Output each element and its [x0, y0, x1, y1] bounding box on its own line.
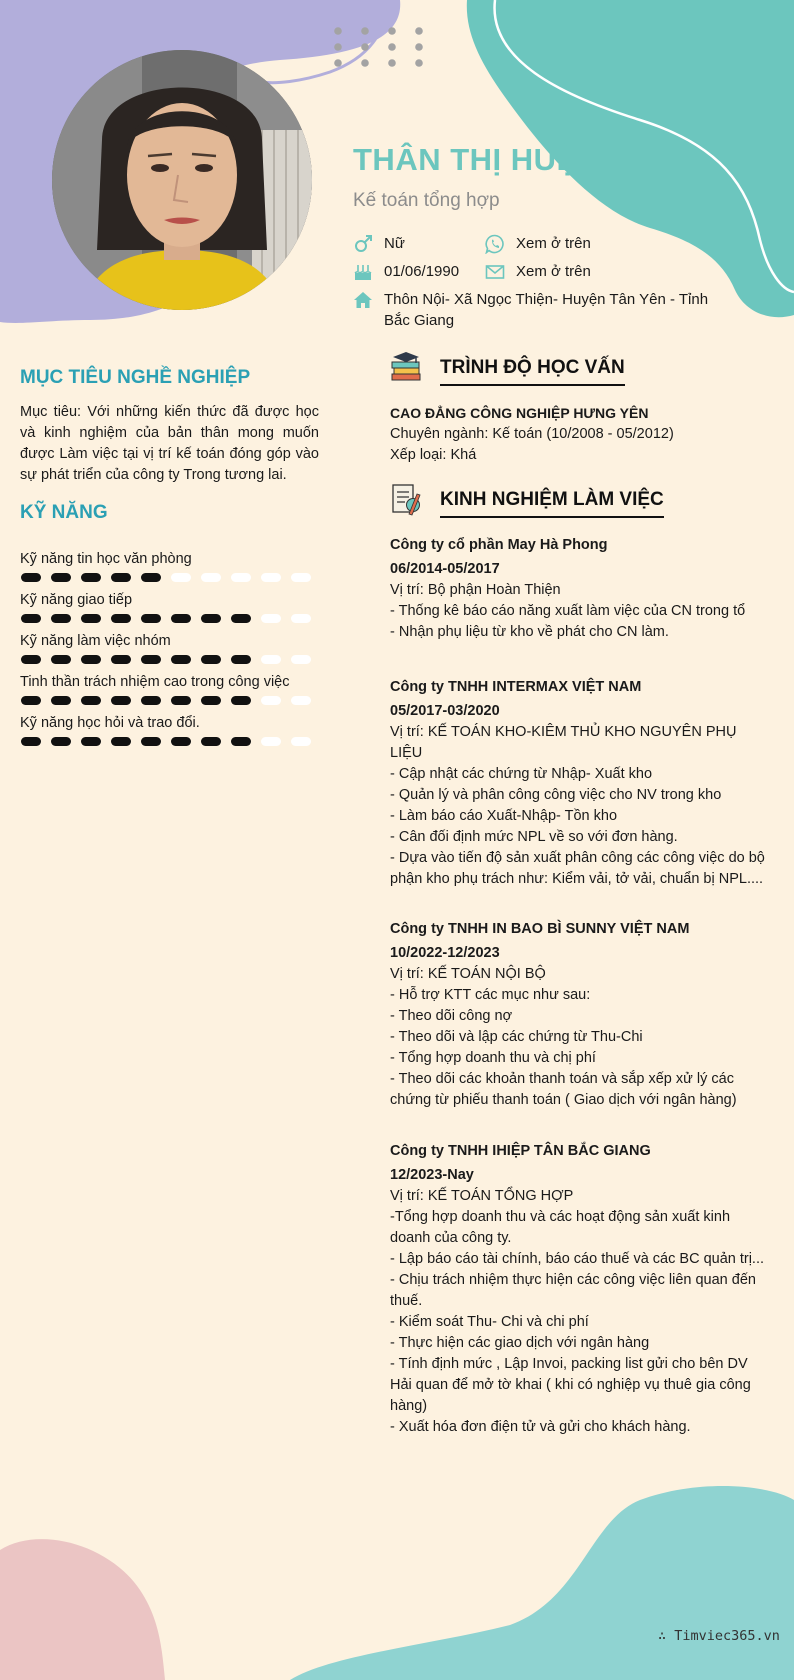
skill-name: Kỹ năng làm việc nhóm — [20, 633, 171, 649]
skill-segment-empty — [291, 696, 311, 705]
job-detail: - Tính định mức , Lập Invoi, packing list gửi cho bên DV Hải quan để mở tờ khai ( khi có nghiệp vụ thuê gia công hàng) — [390, 1356, 751, 1414]
skill-segment-filled — [111, 696, 131, 705]
job-detail: - Quản lý và phân công công việc cho NV trong kho — [390, 787, 722, 803]
email-value: Xem ở trên — [516, 263, 591, 280]
email-envelope-icon — [485, 262, 505, 282]
skill-level-bar — [20, 735, 320, 749]
job-detail: - Hỗ trợ KTT các mục như sau: — [390, 987, 591, 1003]
skill-segment-filled — [141, 655, 161, 664]
skill-segment-empty — [291, 655, 311, 664]
gender-value: Nữ — [384, 235, 405, 252]
job-detail: -Tổng hợp doanh thu và các hoạt động sản xuất kinh doanh của công ty. — [390, 1209, 731, 1246]
skill-segment-filled — [231, 655, 251, 664]
home-icon — [353, 290, 373, 310]
skill-level-bar — [20, 653, 320, 667]
work-experience-icon — [389, 482, 423, 516]
skill-segment-filled — [231, 696, 251, 705]
skill-segment-filled — [81, 696, 101, 705]
job-detail: - Nhận phụ liệu từ kho về phát cho CN làm. — [390, 624, 669, 640]
skill-level-bar — [20, 612, 320, 626]
skill-segment-filled — [111, 737, 131, 746]
skill-segment-filled — [231, 614, 251, 623]
skill-item — [20, 550, 320, 585]
address-line-1: Thôn Nội- Xã Ngọc Thiện- Huyện Tân Yên - Tỉnh — [384, 291, 709, 308]
skill-segment-filled — [51, 696, 71, 705]
skill-segment-empty — [291, 614, 311, 623]
experience-heading: KINH NGHIỆM LÀM VIỆC — [440, 489, 664, 518]
gender-icon — [353, 234, 373, 254]
skill-segment-filled — [231, 737, 251, 746]
skill-item — [20, 591, 320, 626]
skill-segment-filled — [171, 655, 191, 664]
job-detail: - Tổng hợp doanh thu và chị phí — [390, 1050, 596, 1066]
skill-segment-filled — [51, 655, 71, 664]
objective-heading: MỤC TIÊU NGHỀ NGHIỆP — [20, 367, 251, 388]
job-title: Kế toán tổng hợp — [353, 190, 500, 211]
job-period: 12/2023-Nay — [390, 1167, 474, 1183]
skill-segment-filled — [141, 737, 161, 746]
job-entry — [390, 535, 770, 643]
birthday-cake-icon — [353, 262, 373, 282]
phone-icon — [485, 234, 505, 254]
skill-segment-filled — [141, 614, 161, 623]
objective-text: Mục tiêu: Với những kiến thức đã được học và kinh nghiệm của bản thân mong muốn được Làm việc tại vị trí kế toán đóng góp vào sự phát triển của công ty Trong tương lai. — [20, 404, 319, 483]
skill-segment-filled — [81, 573, 101, 582]
job-detail: - Xuất hóa đơn điện tử và gửi cho khách hàng. — [390, 1419, 691, 1435]
skill-segment-empty — [171, 573, 191, 582]
job-period: 10/2022-12/2023 — [390, 945, 500, 961]
skill-segment-empty — [231, 573, 251, 582]
school-name: CAO ĐẲNG CÔNG NGHIỆP HƯNG YÊN — [390, 405, 649, 421]
candidate-name: THÂN THỊ HUỆ — [353, 142, 578, 177]
skill-segment-empty — [291, 573, 311, 582]
skill-segment-filled — [81, 655, 101, 664]
skill-name: Kỹ năng tin học văn phòng — [20, 551, 192, 567]
skill-segment-filled — [51, 573, 71, 582]
address-line-2: Bắc Giang — [384, 312, 455, 329]
job-detail: Vị trí: KẾ TOÁN KHO-KIÊM THỦ KHO NGUYÊN PHỤ LIỆU — [390, 724, 737, 761]
job-company: Công ty TNHH IN BAO BÌ SUNNY VIỆT NAM — [390, 921, 690, 937]
brand-watermark: ∴ Timviec365.vn — [658, 1628, 780, 1644]
job-detail: - Cập nhật các chứng từ Nhập- Xuất kho — [390, 766, 653, 782]
skill-segment-filled — [171, 696, 191, 705]
skill-segment-filled — [21, 614, 41, 623]
skill-segment-filled — [111, 655, 131, 664]
job-entry — [390, 919, 770, 1111]
job-detail: - Dựa vào tiến độ sản xuất phân công các công việc do bộ phận kho phụ trách như: Kiểm vải, tở vải, chuẩn bị NPL.... — [390, 850, 765, 887]
skill-segment-filled — [171, 614, 191, 623]
job-detail: - Cân đối định mức NPL về so với đơn hàng. — [390, 829, 678, 845]
portrait-image — [52, 50, 312, 310]
skill-segment-filled — [51, 737, 71, 746]
skill-name: Kỹ năng học hỏi và trao đổi. — [20, 715, 200, 731]
job-detail: - Theo dõi và lập các chứng từ Thu-Chi — [390, 1029, 643, 1045]
job-period: 06/2014-05/2017 — [390, 561, 500, 577]
education-entry — [390, 403, 770, 466]
skill-segment-filled — [21, 696, 41, 705]
skill-level-bar — [20, 694, 320, 708]
skill-segment-filled — [141, 573, 161, 582]
skill-name: Kỹ năng giao tiếp — [20, 592, 133, 608]
job-detail: Vị trí: Bộ phận Hoàn Thiện — [390, 582, 561, 598]
job-detail: - Lập báo cáo tài chính, báo cáo thuế và các BC quản trị... — [390, 1251, 765, 1267]
education-heading: TRÌNH ĐỘ HỌC VẤN — [440, 357, 625, 386]
job-company: Công ty TNHH IHIỆP TÂN BẮC GIANG — [390, 1143, 651, 1159]
skill-segment-empty — [261, 737, 281, 746]
skills-heading: KỸ NĂNG — [20, 502, 108, 523]
skill-segment-empty — [201, 573, 221, 582]
phone-value: Xem ở trên — [516, 235, 591, 252]
skill-item — [20, 714, 320, 749]
skill-segment-filled — [21, 655, 41, 664]
profile-photo — [52, 50, 312, 310]
education-major: Chuyên ngành: Kế toán (10/2008 - 05/2012) — [390, 426, 674, 442]
birthday-value: 01/06/1990 — [384, 263, 460, 280]
skill-segment-empty — [291, 737, 311, 746]
job-detail: - Theo dõi công nợ — [390, 1008, 513, 1024]
job-detail: - Chịu trách nhiệm thực hiện các công việc liên quan đến thuế. — [390, 1272, 756, 1309]
skill-segment-filled — [201, 696, 221, 705]
skill-segment-filled — [111, 573, 131, 582]
job-detail: - Theo dõi các khoản thanh toán và sắp xếp xử lý các chứng từ phiếu thanh toán ( Giao dịch với ngân hàng) — [390, 1071, 737, 1108]
skill-segment-filled — [201, 655, 221, 664]
skill-segment-filled — [21, 573, 41, 582]
job-entry — [390, 1141, 770, 1438]
skill-level-bar — [20, 571, 320, 585]
job-company: Công ty TNHH INTERMAX VIỆT NAM — [390, 679, 642, 695]
skill-segment-filled — [201, 614, 221, 623]
education-books-icon — [389, 350, 423, 384]
skill-segment-filled — [51, 614, 71, 623]
skill-segment-empty — [261, 614, 281, 623]
job-detail: - Thống kê báo cáo năng xuất làm việc của CN trong tổ — [390, 603, 746, 619]
skill-item — [20, 632, 320, 667]
skill-segment-filled — [81, 737, 101, 746]
job-detail: - Thực hiện các giao dịch với ngân hàng — [390, 1335, 650, 1351]
job-detail: Vị trí: KẾ TOÁN TỔNG HỢP — [390, 1188, 574, 1204]
skill-name: Tinh thần trách nhiệm cao trong công việc — [20, 674, 290, 690]
skill-segment-filled — [171, 737, 191, 746]
education-rank: Xếp loại: Khá — [390, 447, 477, 463]
job-entry — [390, 677, 770, 890]
skill-segment-filled — [201, 737, 221, 746]
skill-segment-filled — [141, 696, 161, 705]
skill-segment-filled — [81, 614, 101, 623]
skill-segment-empty — [261, 696, 281, 705]
skill-item — [20, 673, 320, 708]
skill-segment-empty — [261, 573, 281, 582]
job-company: Công ty cổ phần May Hà Phong — [390, 537, 608, 553]
job-detail: - Làm báo cáo Xuất-Nhập- Tồn kho — [390, 808, 618, 824]
job-detail: Vị trí: KẾ TOÁN NỘI BỘ — [390, 966, 546, 982]
skill-segment-empty — [261, 655, 281, 664]
skill-segment-filled — [111, 614, 131, 623]
job-detail: - Kiểm soát Thu- Chi và chi phí — [390, 1314, 589, 1330]
job-period: 05/2017-03/2020 — [390, 703, 500, 719]
skill-segment-filled — [21, 737, 41, 746]
